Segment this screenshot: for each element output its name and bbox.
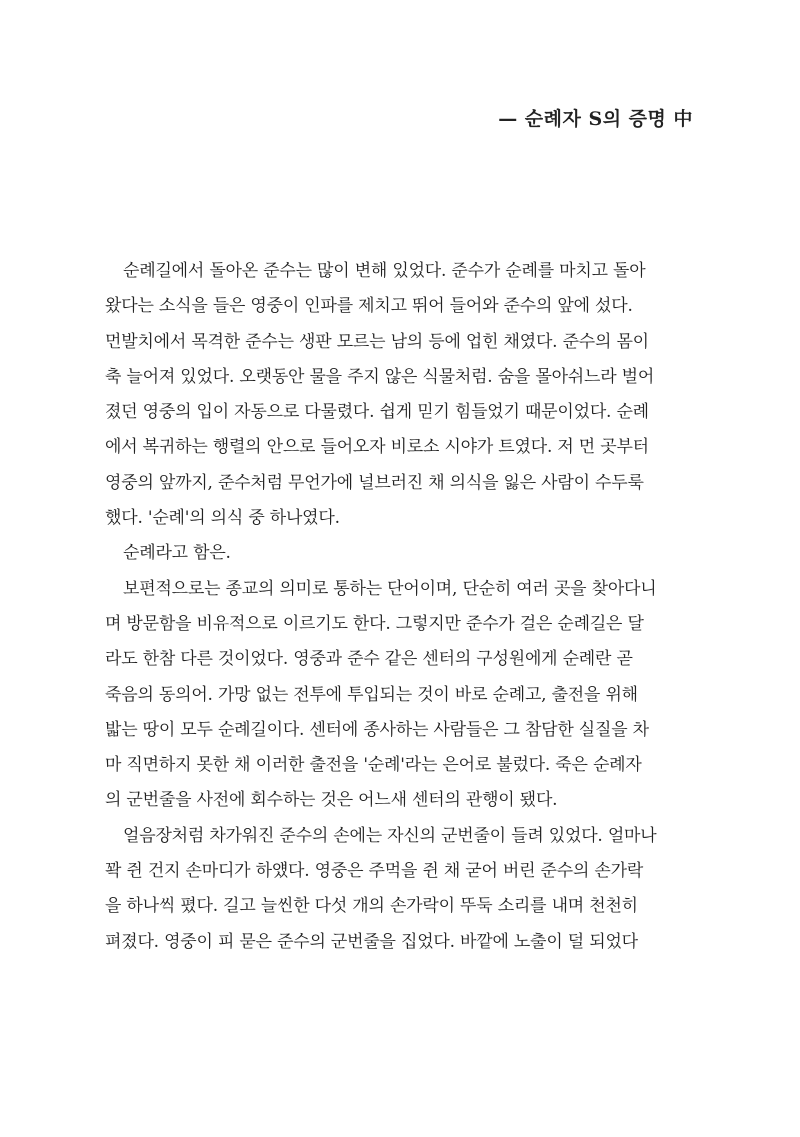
text-line: 죽음의 동의어. 가망 없는 전투에 투입되는 것이 바로 순례고, 출전을 위해 — [105, 684, 638, 705]
text-line: 마 직면하지 못한 채 이러한 출전을 '순례'라는 은어로 불렀다. 죽은 순례자 — [105, 755, 642, 776]
text-line: 에서 복귀하는 행렬의 안으로 들어오자 비로소 시야가 트였다. 저 먼 곳부터 — [105, 437, 649, 458]
text-line: 꽉 쥔 건지 손마디가 하얬다. 영중은 주먹을 쥔 채 굳어 버린 준수의 손가락 — [105, 861, 644, 882]
text-line: 을 하나씩 폈다. 길고 늘씬한 다섯 개의 손가락이 뚜둑 소리를 내며 천천히 — [105, 896, 638, 917]
text-line: 의 군번줄을 사전에 회수하는 것은 어느새 센터의 관행이 됐다. — [105, 790, 558, 811]
text-line: 왔다는 소식을 들은 영중이 인파를 제치고 뛰어 들어와 준수의 앞에 섰다. — [105, 296, 633, 317]
epigraph: — 순례자 S의 증명 中 — [498, 108, 693, 130]
text-line: 순례길에서 돌아온 준수는 많이 변해 있었다. 준수가 순례를 마치고 돌아 — [123, 261, 646, 281]
text-line: 축 늘어져 있었다. 오랫동안 물을 주지 않은 식물처럼. 숨을 몰아쉬느라 벌어 — [105, 366, 655, 387]
text-line: 먼발치에서 목격한 준수는 생판 모르는 남의 등에 업힌 채였다. 준수의 몸이 — [105, 331, 649, 352]
body-text — [105, 254, 695, 960]
text-line: 펴졌다. 영중이 피 묻은 준수의 군번줄을 집었다. 바깥에 노출이 덜 되었다 — [105, 931, 638, 952]
text-line: 라도 한참 다른 것이었다. 영중과 준수 같은 센터의 구성원에게 순례란 곧 — [105, 649, 633, 670]
paragraph — [105, 819, 695, 960]
paragraph — [105, 536, 695, 571]
text-line: 졌던 영중의 입이 자동으로 다물렸다. 쉽게 믿기 힘들었기 때문이었다. 순례 — [105, 402, 649, 423]
text-line: 보편적으로는 종교의 의미로 통하는 단어이며, 단순히 여러 곳을 찾아다니 — [123, 578, 657, 599]
text-line: 했다. '순례'의 의식 중 하나였다. — [105, 508, 340, 529]
paragraph — [105, 572, 695, 819]
paragraph — [105, 254, 695, 536]
text-line: 순례라고 함은. — [123, 543, 231, 564]
text-line: 밟는 땅이 모두 순례길이다. 센터에 종사하는 사람들은 그 참담한 실질을 차 — [105, 719, 649, 740]
text-line: 얼음장처럼 차가워진 준수의 손에는 자신의 군번줄이 들려 있었다. 얼마나 — [123, 825, 657, 846]
text-line: 영중의 앞까지, 준수처럼 무언가에 널브러진 채 의식을 잃은 사람이 수두룩 — [105, 472, 644, 493]
text-line: 며 방문함을 비유적으로 이르기도 한다. 그렇지만 준수가 걸은 순례길은 달 — [105, 613, 644, 634]
